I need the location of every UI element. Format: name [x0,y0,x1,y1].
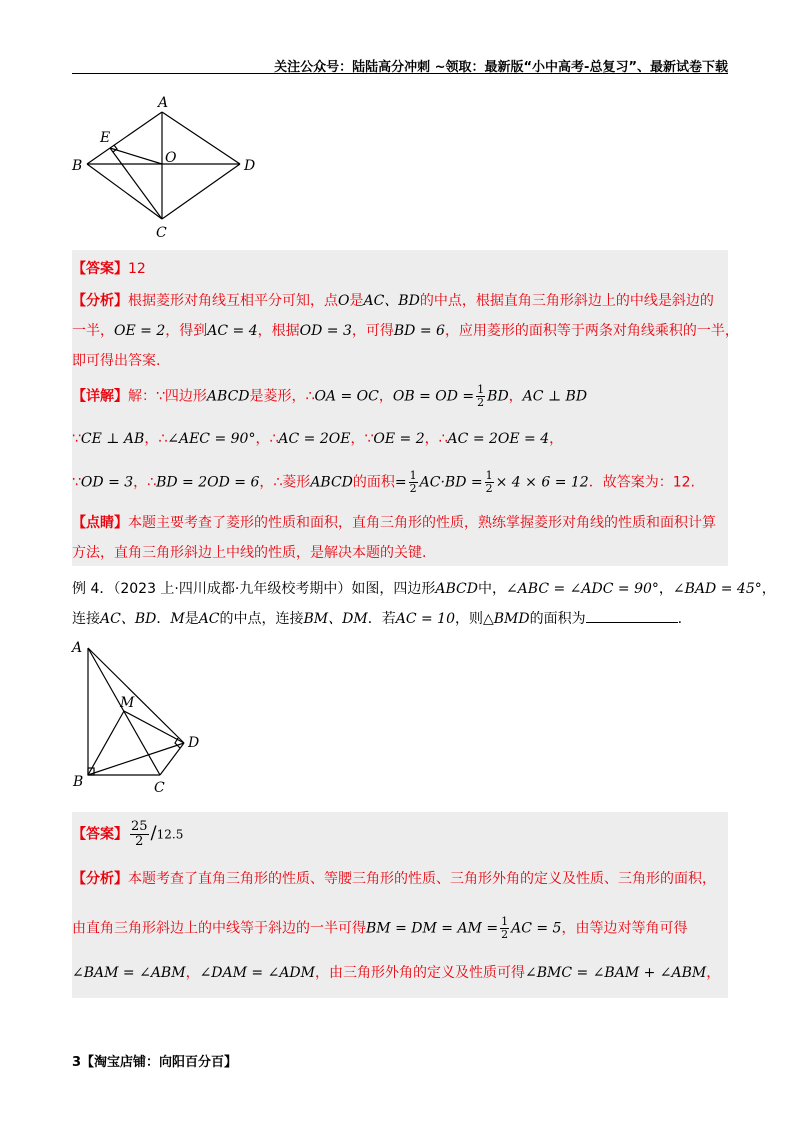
detail-tag: 【详解】 [72,388,128,405]
answer-tag: 【答案】 [72,826,128,843]
example4-line-2: 连接AC、BD．M是AC的中点，连接BM、DM．若AC = 10，则△BMD的面积为 . [72,611,683,627]
detail-line-3: ∵OD = 3，∴BD = 2OD = 6，∴菱形ABCD的面积= $\frac{1}{2}$ AC·BD = $\frac{1}{2}$ × 4 × 6 = 12．故答案为：12. [72,469,695,495]
analysis-line-1: 【分析】本题考查了直角三角形的性质、等腰三角形的性质、三角形外角的定义及性质、三角形的面积， [72,871,716,887]
answer-value: 12 [128,261,146,277]
label-d: D [188,735,200,751]
analysis-line-2: 由直角三角形斜边上的中线等于斜边的一半可得BM = DM = AM = $\frac{1}{2}$ AC = 5，由等边对等角可得 [72,915,688,941]
header-rule [72,73,728,74]
fraction: $\frac{1}{2}$ [477,383,485,409]
page-footer: 3【淘宝店铺：向阳百分百】 [72,1055,238,1070]
answer-line: 【答案】 $\frac{25}{2}$ /12.5 [72,819,184,849]
solution-panel-1 [72,250,739,566]
fraction: $\frac{1}{2}$ [409,469,417,495]
fraction: $\frac{1}{2}$ [485,469,493,495]
analysis-line-2: 一半，OE = 2，得到AC = 4，根据OD = 3，可得BD = 6，应用菱形的面积等于两条对角线乘积的一半， [72,323,739,339]
label-b: B [73,774,84,790]
quadrilateral-figure [70,630,220,800]
answer-line [72,258,146,278]
analysis-line-3: ∠BAM = ∠ABM，∠DAM = ∠ADM，由三角形外角的定义及性质可得∠BMC = ∠BAM + ∠ABM， [72,965,721,981]
comment-tag: 【点睛】 [72,515,128,531]
answer-tag: 【答案】 [72,261,128,277]
detail-line-1: 【详解】解：∵四边形ABCD是菱形，∴OA = OC，OB = OD = $\frac{1}{2}$ BD，AC ⊥ BD [72,383,588,409]
label-o: O [165,150,177,166]
label-b: B [72,158,83,174]
label-e: E [100,130,111,146]
analysis-line-3: 即可得出答案. [72,353,161,369]
label-d: D [244,158,256,174]
analysis-line-1: 【分析】根据菱形对角线互相平分可知，点O是AC、BD的中点，根据直角三角形斜边上的中线是斜边的 [72,293,714,309]
solution-panel-2 [72,812,728,998]
analysis-tag: 【分析】 [72,871,128,887]
analysis-tag: 【分析】 [72,293,128,309]
detail-line-2: ∵CE ⊥ AB，∴∠AEC = 90°，∴AC = 2OE，∵OE = 2，∴AC = 2OE = 4， [72,431,564,447]
label-c: C [154,780,165,796]
label-a: A [72,640,83,656]
fraction: $\frac{25}{2}$ [131,819,148,849]
comment-line-2: 方法，直角三角形斜边上中线的性质，是解决本题的关键. [72,545,427,561]
rhombus-figure [70,92,270,242]
label-a: A [158,95,169,111]
label-c: C [156,225,167,241]
page-header: 关注公众号：陆陆高分冲刺 ~领取：最新版“小中高考-总复习”、最新试卷下载 [274,60,728,75]
fraction: $\frac{1}{2}$ [501,915,509,941]
example4-line-1: 例 4．（2023 上·四川成都·九年级校考期中）如图，四边形ABCD中，∠ABC = ∠ADC = 90°，∠BAD = 45°， [72,581,776,597]
label-m: M [120,695,135,711]
comment-line-1: 【点睛】本题主要考查了菱形的性质和面积，直角三角形的性质，熟练掌握菱形对角线的性质和面积计算 [72,515,716,531]
answer-blank [586,622,678,623]
